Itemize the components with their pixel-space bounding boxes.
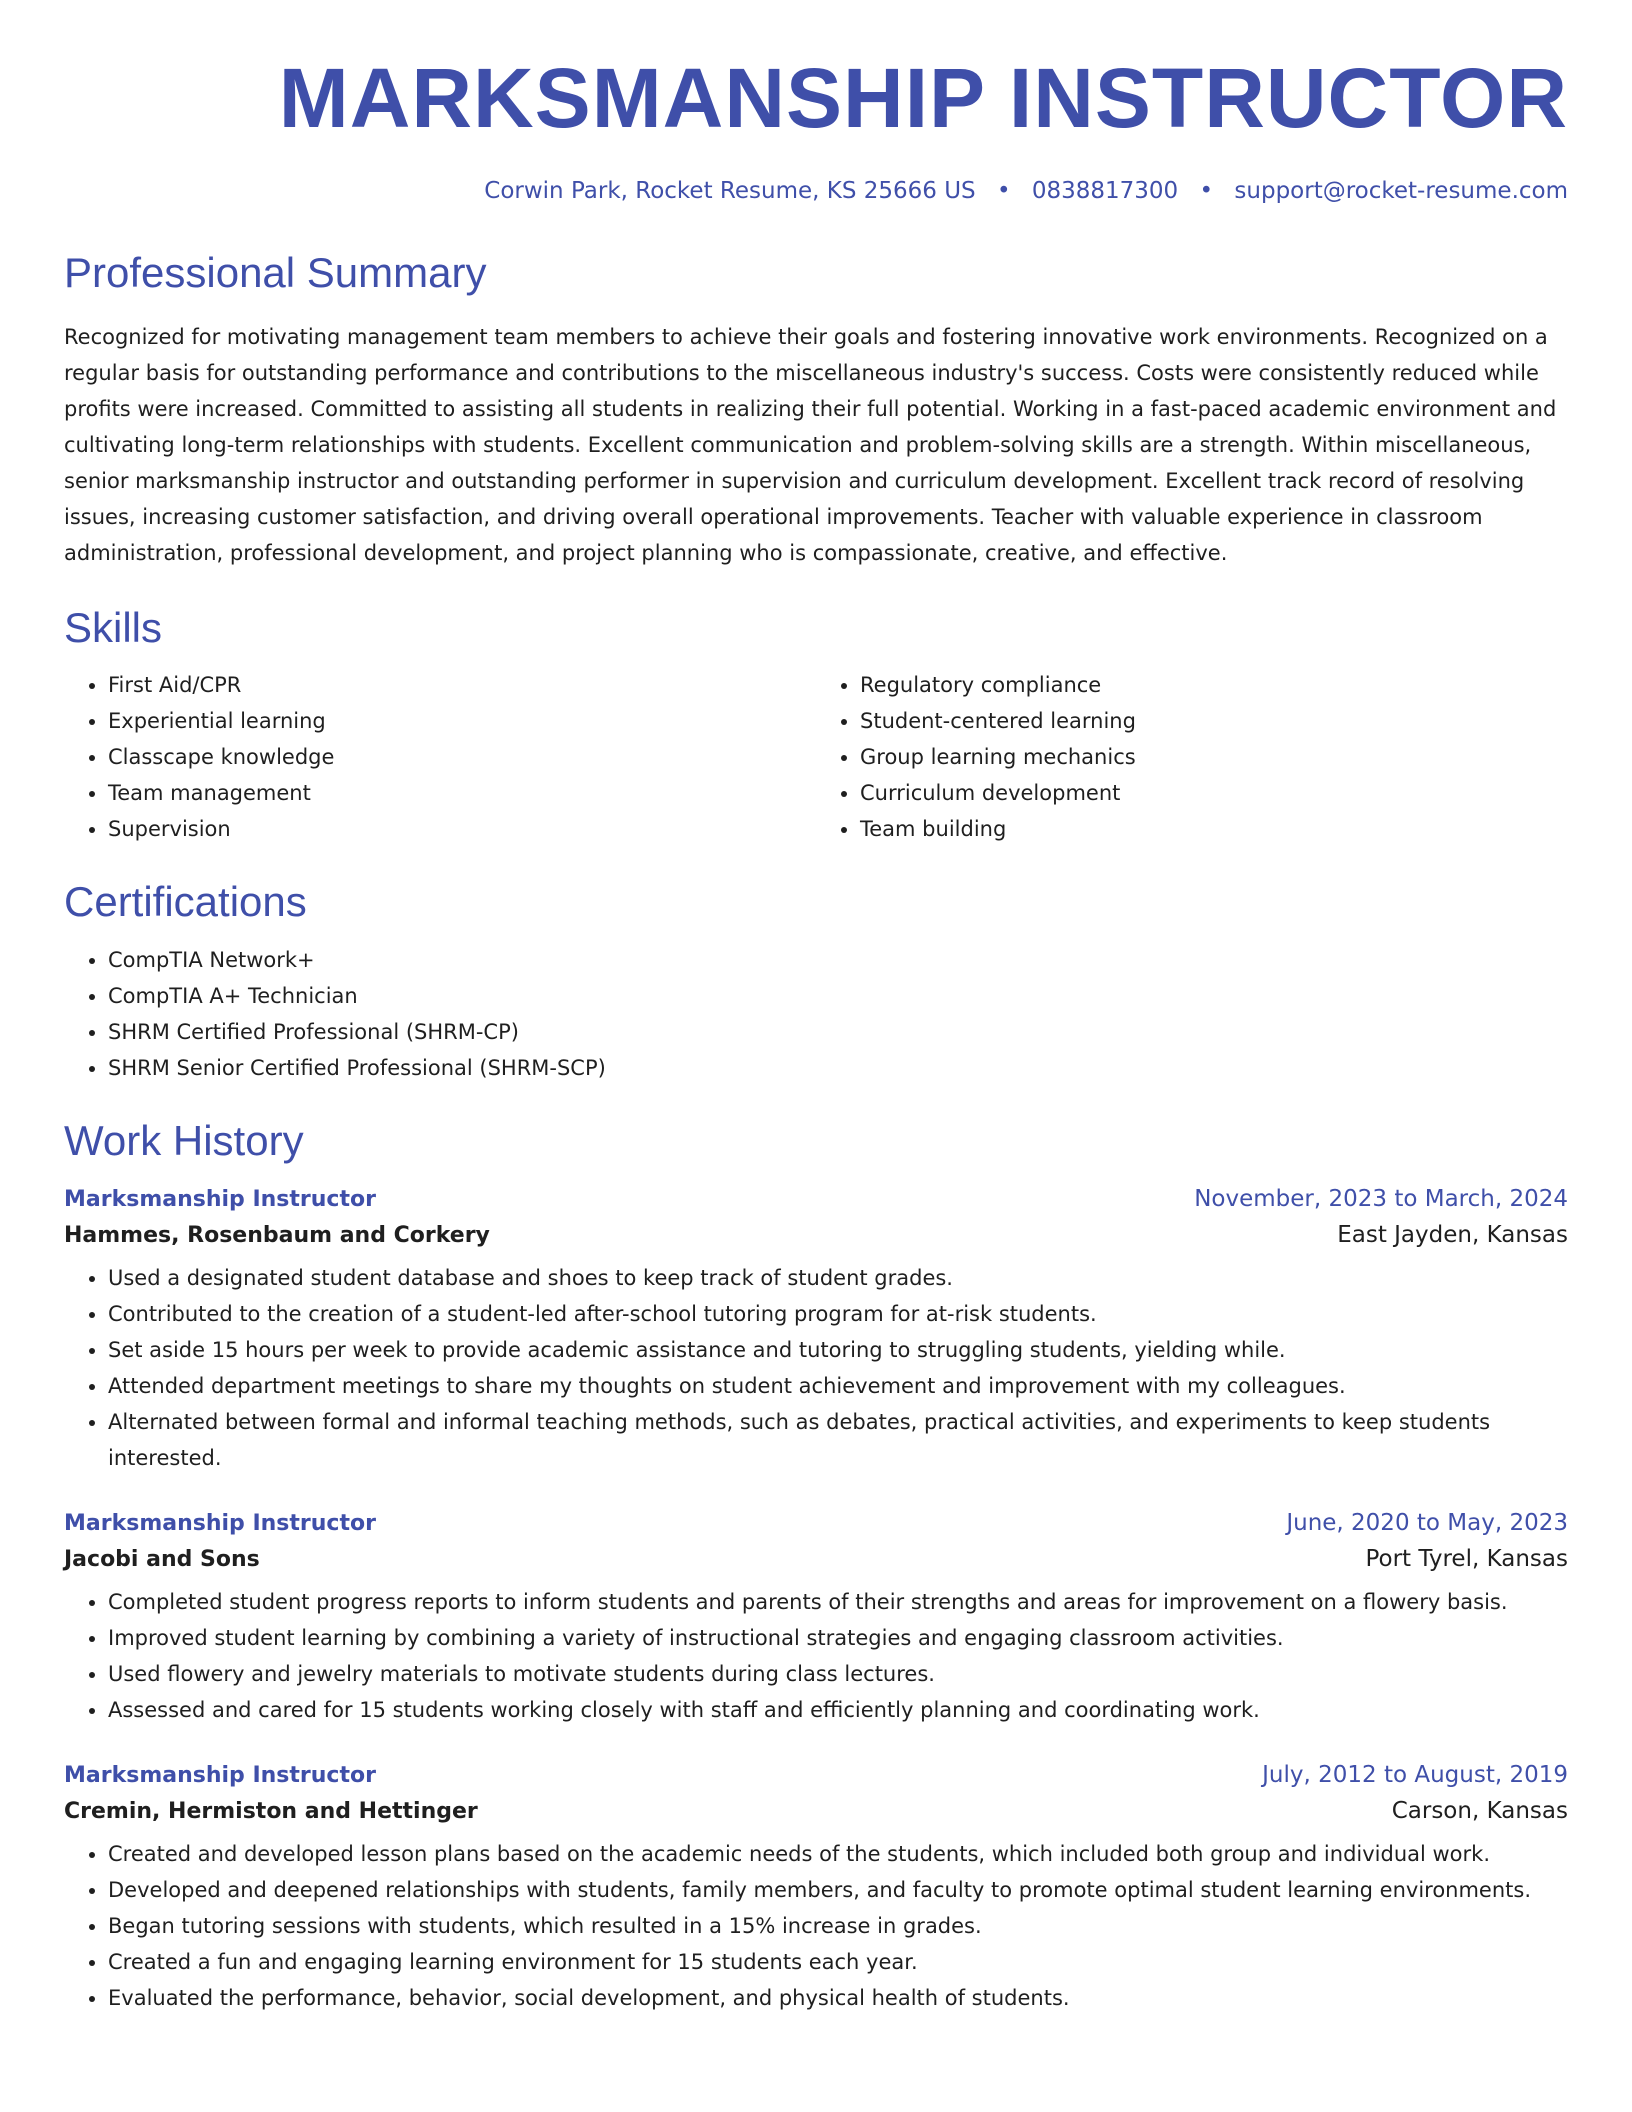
job-location: Port Tyrel, Kansas (1365, 1545, 1568, 1572)
skill-item: • Team management (108, 775, 816, 811)
skill-item: • Experiential learning (108, 703, 816, 739)
section-heading-certifications: Certifications (64, 878, 307, 926)
skills-list-right (816, 667, 1568, 847)
job-bullet: • Completed student progress reports to inform students and parents of their strengths and areas for improvement on a flowery basis. (108, 1584, 1568, 1620)
job-bullets (64, 1836, 1568, 2016)
job-bullet: • Used flowery and jewelry materials to motivate students during class lectures. (108, 1656, 1568, 1692)
job-location: East Jayden, Kansas (1337, 1221, 1568, 1248)
skill-item: • Group learning mechanics (860, 739, 1568, 775)
skill-item: • Student-centered learning (860, 703, 1568, 739)
contact-separator: • (996, 178, 1011, 205)
section-heading-skills: Skills (64, 603, 163, 651)
summary-text: Recognized for motivating management team members to achieve their goals and fostering innovative work environments. Recognized on a regular basis for outstanding performance and contributions to the miscellaneous industry's success. Costs were consistently reduced while profits were increased. Committed to assisting all students in realizing their full potential. Working in a fast-paced academic environment and cultivating long-term relationships with students. Excellent communication and problem-solving skills are a strength. Within miscellaneous, senior marksmanship instructor and outstanding performer in supervision and curriculum development. Excellent track record of resolving issues, increasing customer satisfaction, and driving overall operational improvements. Teacher with valuable experience in classroom administration, professional development, and project planning who is compassionate, creative, and effective. (64, 324, 1557, 565)
job-bullet: • Created a fun and engaging learning environment for 15 students each year. (108, 1944, 1568, 1980)
contact-phone: 0838817300 (1031, 178, 1179, 205)
contact-separator: • (1199, 178, 1214, 205)
skill-item: • Regulatory compliance (860, 667, 1568, 703)
job-entry (64, 1510, 1568, 1728)
job-entry (64, 1186, 1568, 1476)
skill-item: • Team building (860, 811, 1568, 847)
section-heading-summary: Professional Summary (64, 249, 487, 297)
candidate-title: MARKSMANSHIP INSTRUCTOR (278, 51, 1568, 145)
job-bullet: • Used a designated student database and shoes to keep track of student grades. (108, 1260, 1568, 1296)
skill-item: • Supervision (108, 811, 816, 847)
job-bullet: • Began tutoring sessions with students, which resulted in a 15% increase in grades. (108, 1908, 1568, 1944)
job-bullet: • Attended department meetings to share my thoughts on student achievement and improvement with my colleagues. (108, 1368, 1568, 1404)
contact-email: support@rocket-resume.com (1234, 178, 1568, 205)
job-bullets (64, 1260, 1568, 1476)
job-dates: November, 2023 to March, 2024 (1194, 1185, 1568, 1212)
resume-header (64, 0, 1568, 204)
job-bullet: • Created and developed lesson plans based on the academic needs of the students, which included both group and individual work. (108, 1836, 1568, 1872)
job-entry (64, 1762, 1568, 2016)
job-title: Marksmanship Instructor (64, 1510, 376, 1536)
job-bullet: • Improved student learning by combining a variety of instructional strategies and engaging classroom activities. (108, 1620, 1568, 1656)
job-dates: June, 2020 to May, 2023 (1286, 1509, 1568, 1536)
job-bullet: • Alternated between formal and informal teaching methods, such as debates, practical activities, and experiments to keep students interested. (108, 1404, 1568, 1476)
skill-item: • Curriculum development (860, 775, 1568, 811)
certification-item: • SHRM Senior Certified Professional (SHRM-SCP) (108, 1050, 1568, 1086)
job-location: Carson, Kansas (1391, 1797, 1568, 1824)
skills-section (64, 603, 1568, 847)
certification-item: • CompTIA Network+ (108, 942, 1568, 978)
job-bullet: • Developed and deepened relationships with students, family members, and faculty to promote optimal student learning environments. (108, 1872, 1568, 1908)
job-company: Cremin, Hermiston and Hettinger (64, 1798, 478, 1824)
job-title: Marksmanship Instructor (64, 1186, 376, 1212)
job-company: Hammes, Rosenbaum and Corkery (64, 1222, 490, 1248)
certification-item: • CompTIA A+ Technician (108, 978, 1568, 1014)
skill-item: • Classcape knowledge (108, 739, 816, 775)
job-company: Jacobi and Sons (64, 1546, 260, 1572)
contact-line (64, 178, 1568, 204)
certifications-section (64, 877, 1568, 1085)
job-bullets (64, 1584, 1568, 1728)
professional-summary-section (64, 248, 1568, 570)
job-bullet: • Set aside 15 hours per week to provide academic assistance and tutoring to struggling students, yielding while. (108, 1332, 1568, 1368)
certifications-list (64, 942, 1568, 1086)
skill-item: • First Aid/CPR (108, 667, 816, 703)
skills-list-left (64, 667, 816, 847)
job-dates: July, 2012 to August, 2019 (1262, 1761, 1568, 1788)
work-history-section (64, 1116, 1568, 2016)
job-bullet: • Evaluated the performance, behavior, social development, and physical health of students. (108, 1980, 1568, 2016)
section-heading-work: Work History (64, 1116, 304, 1164)
contact-address: Corwin Park, Rocket Resume, KS 25666 US (484, 178, 976, 205)
job-bullet: • Assessed and cared for 15 students working closely with staff and efficiently planning and coordinating work. (108, 1692, 1568, 1728)
skills-grid (64, 667, 1568, 847)
certification-item: • SHRM Certified Professional (SHRM-CP) (108, 1014, 1568, 1050)
job-bullet: • Contributed to the creation of a student-led after-school tutoring program for at-risk students. (108, 1296, 1568, 1332)
job-title: Marksmanship Instructor (64, 1762, 376, 1788)
